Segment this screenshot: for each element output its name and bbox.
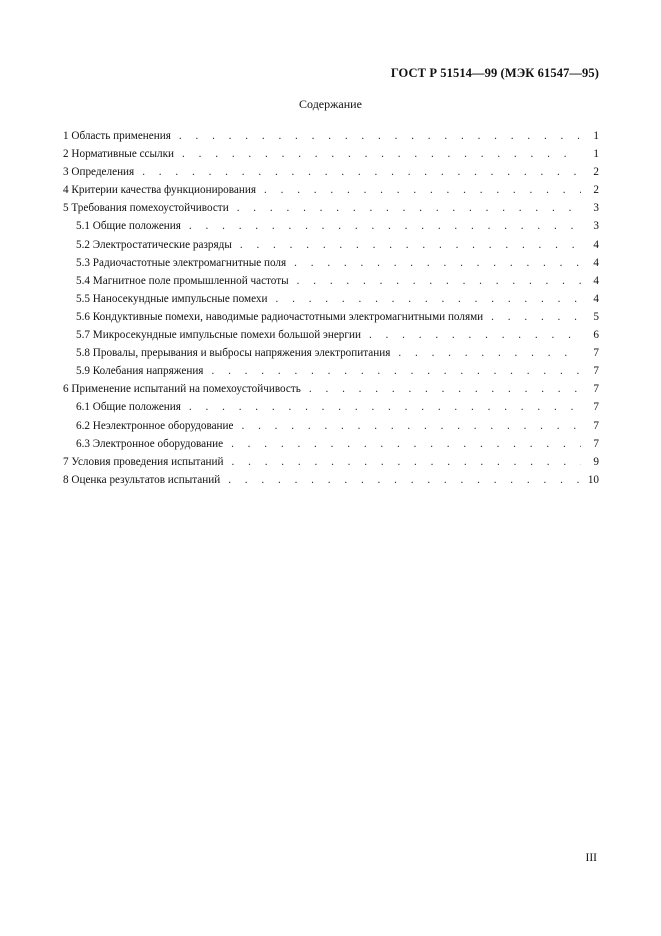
toc-entry-label: 5 Требования помехоустойчивости [63,202,229,215]
toc-dot-leader [398,344,581,362]
toc-entry-page: 1 [593,148,599,161]
toc-entry-label: 5.1 Общие положения [76,220,181,233]
toc-dot-leader [294,254,581,272]
toc-dot-leader [240,236,581,254]
toc-entry-page: 10 [587,473,599,486]
toc-entry-label: 5.9 Колебания напряжения [76,365,204,378]
toc-entry-label: 3 Определения [63,166,135,179]
toc-entry-label: 5.4 Магнитное поле промышленной частоты [76,274,289,287]
toc-entry [63,163,599,181]
toc-entry-label: 2 Нормативные ссылки [63,148,175,161]
toc-subentry [63,326,599,344]
toc-entry-label: 5.3 Радиочастотные электромагнитные поля [76,256,287,269]
toc-dot-leader [231,435,581,453]
toc-dot-leader [179,127,581,145]
toc-entry [63,181,599,199]
toc-dot-leader [232,453,581,471]
toc-entry [63,199,599,217]
toc-entry-label: 5.5 Наносекундные импульсные помехи [76,292,268,305]
table-of-contents [63,127,599,489]
toc-subentry [63,435,599,453]
toc-entry-page: 7 [593,401,599,414]
toc-dot-leader [228,471,581,489]
toc-dot-leader [189,398,581,416]
toc-entry [63,127,599,145]
toc-entry-label: 1 Область применения [63,130,171,142]
toc-dot-leader [297,272,581,290]
toc-entry-label: 5.7 Микросекундные импульсные помехи большой энергии [76,329,361,342]
toc-entry-page: 9 [593,455,599,468]
toc-dot-leader [189,217,581,235]
toc-dot-leader [241,417,581,435]
toc-entry-page: 3 [593,202,599,215]
toc-entry-page: 4 [593,274,599,287]
toc-dot-leader [211,362,581,380]
toc-dot-leader [491,308,581,326]
toc-entry-page: 7 [593,437,599,450]
toc-entry-label: 6.1 Общие положения [76,401,181,414]
toc-entry-page: 1 [593,130,599,142]
toc-entry-page: 2 [593,166,599,179]
toc-entry-page: 4 [593,292,599,305]
toc-entry [63,471,599,489]
toc-subentry [63,344,599,362]
toc-entry [63,453,599,471]
toc-entry-label: 5.6 Кондуктивные помехи, наводимые радиочастотными электромагнитными полями [76,310,484,323]
toc-entry-page: 4 [593,256,599,269]
toc-subentry [63,272,599,290]
toc-subentry [63,290,599,308]
toc-entry [63,380,599,398]
toc-dot-leader [276,290,582,308]
toc-entry-label: 8 Оценка результатов испытаний [63,473,221,486]
toc-entry-label: 6 Применение испытаний на помехоустойчивость [63,383,301,396]
toc-subentry [63,362,599,380]
toc-subentry [63,254,599,272]
page-number: III [585,852,597,864]
toc-dot-leader [264,181,581,199]
toc-entry-page: 6 [593,329,599,342]
toc-subentry [63,398,599,416]
toc-entry-page: 5 [593,310,599,323]
toc-dot-leader [309,380,581,398]
toc-entry-page: 4 [593,238,599,251]
toc-entry-label: 6.2 Неэлектронное оборудование [76,419,234,432]
toc-dot-leader [237,199,581,217]
toc-entry [63,145,599,163]
toc-entry-page: 2 [593,184,599,197]
toc-title: Содержание [299,97,362,111]
toc-entry-page: 3 [593,220,599,233]
toc-dot-leader [182,145,581,163]
toc-subentry [63,236,599,254]
toc-entry-label: 5.2 Электростатические разряды [76,238,232,251]
toc-entry-page: 7 [593,383,599,396]
toc-dot-leader [369,326,581,344]
toc-entry-page: 7 [593,365,599,378]
toc-entry-page: 7 [593,419,599,432]
toc-subentry [63,308,599,326]
toc-entry-page: 7 [593,347,599,360]
toc-entry-label: 7 Условия проведения испытаний [63,455,224,468]
toc-entry-label: 4 Критерии качества функционирования [63,184,256,197]
toc-entry-label: 5.8 Провалы, прерывания и выбросы напряжения электропитания [76,347,391,360]
toc-subentry [63,417,599,435]
toc-entry-label: 6.3 Электронное оборудование [76,437,224,450]
document-header: ГОСТ Р 51514—99 (МЭК 61547—95) [390,66,599,80]
toc-dot-leader [142,163,581,181]
toc-subentry [63,217,599,235]
